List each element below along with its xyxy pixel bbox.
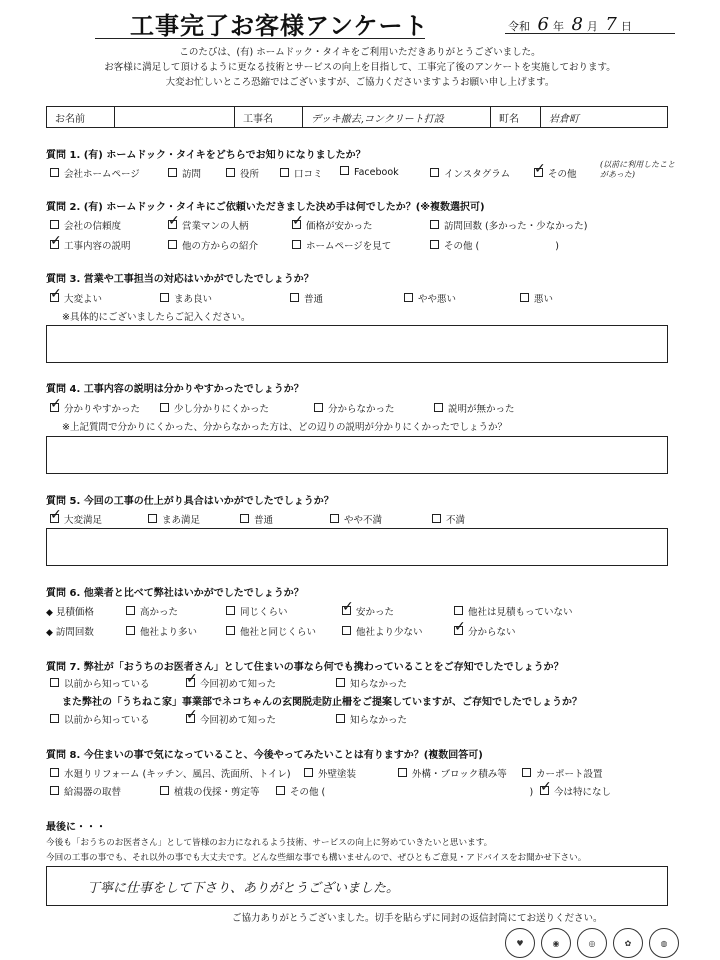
checkbox[interactable] bbox=[336, 714, 345, 723]
checkbox[interactable] bbox=[226, 606, 235, 615]
checkbox[interactable] bbox=[336, 678, 345, 687]
q7-sub-option-did-not-know[interactable]: 知らなかった bbox=[336, 712, 407, 726]
q2-option-explanation[interactable]: ✓工事内容の説明 bbox=[50, 238, 131, 252]
checkbox[interactable] bbox=[454, 606, 463, 615]
survey-title: 工事完了お客様アンケート bbox=[130, 12, 429, 40]
title-underline bbox=[95, 38, 425, 39]
q8-other-close: ) bbox=[520, 787, 534, 798]
checkbox[interactable] bbox=[168, 168, 177, 177]
diamond-bullet-icon: ◆ bbox=[46, 628, 53, 638]
date-year: 6 bbox=[537, 14, 549, 35]
q2-option-website[interactable]: ホームページを見て bbox=[292, 238, 391, 252]
town-value-field[interactable]: 岩倉町 bbox=[549, 113, 579, 125]
q6-visit-label: ◆ 訪問回数 bbox=[46, 627, 94, 638]
checkbox[interactable] bbox=[434, 403, 443, 412]
stamp-icon: ◎ bbox=[577, 928, 607, 958]
date-underline bbox=[505, 33, 675, 34]
q4-option-unclear[interactable]: 分からなかった bbox=[314, 401, 395, 415]
q3-title: 質問 3. 営業や工事担当の対応はいかがでしたでしょうか？ bbox=[46, 274, 314, 285]
date-day: 7 bbox=[605, 14, 617, 35]
q7-sub-option-first-time[interactable]: ✓ 今回初めて知った bbox=[186, 712, 276, 726]
q8-option-water-reform[interactable]: 水廻りリフォーム (キッチン、風呂、洗面所、トイレ) bbox=[50, 766, 291, 780]
q6-price-option-same[interactable]: 同じくらい bbox=[226, 604, 288, 618]
q5-option-very-satisfied[interactable]: ✓大変満足 bbox=[50, 512, 102, 526]
checkbox[interactable] bbox=[280, 168, 289, 177]
checkbox[interactable] bbox=[240, 514, 249, 523]
checkbox[interactable] bbox=[304, 768, 313, 777]
date-year-unit: 年 bbox=[552, 20, 564, 33]
q1-other-text: (以前に利用したことがあった) bbox=[600, 160, 676, 179]
q2-option-low-price[interactable]: ✓ 価格が安かった bbox=[292, 218, 373, 232]
checkbox[interactable] bbox=[404, 293, 413, 302]
checkbox[interactable] bbox=[50, 168, 59, 177]
q3-option-normal[interactable]: 普通 bbox=[290, 291, 323, 305]
checkbox-checked[interactable] bbox=[50, 514, 59, 523]
intro-line-2: お客様に満足して頂けるように更なる技術とサービスの向上を目指して、工事完了後のアンケートを実施しております。 bbox=[104, 62, 616, 73]
diamond-bullet-icon: ◆ bbox=[46, 608, 53, 618]
q6-price-option-no-quote[interactable]: 他社は見積もっていない bbox=[454, 604, 573, 618]
checkbox[interactable] bbox=[126, 626, 135, 635]
checkbox-checked[interactable] bbox=[342, 606, 351, 615]
date-month-unit: 月 bbox=[586, 20, 598, 33]
q5-comment-box[interactable] bbox=[46, 528, 668, 566]
checkbox[interactable] bbox=[290, 293, 299, 302]
q8-option-exterior-block[interactable]: 外構・ブロック積み等 bbox=[398, 766, 507, 780]
q7-option-did-not-know[interactable]: 知らなかった bbox=[336, 676, 407, 690]
work-label: 工事名 bbox=[235, 107, 303, 127]
name-label: お名前 bbox=[47, 107, 115, 127]
town-label: 町名 bbox=[491, 107, 541, 127]
checkbox-checked[interactable] bbox=[534, 168, 543, 177]
q3-comment-box[interactable] bbox=[46, 325, 668, 363]
closing-line-1: 今後も「おうちのお医者さん」として皆様のお力になれるよう技術、サービスの向上に努めていきたいと思います。 bbox=[46, 838, 493, 848]
checkbox-checked[interactable] bbox=[454, 626, 463, 635]
q1-option-other[interactable]: ✓ その他 bbox=[534, 166, 577, 180]
customer-info-box bbox=[46, 106, 668, 128]
q5-option-dissatisfied[interactable]: 不満 bbox=[432, 512, 465, 526]
name-value-field[interactable] bbox=[115, 107, 235, 127]
checkbox-checked[interactable] bbox=[50, 293, 59, 302]
q3-option-very-good[interactable]: ✓大変よい bbox=[50, 291, 102, 305]
date-field bbox=[508, 14, 632, 35]
checkbox-checked[interactable] bbox=[186, 678, 195, 687]
q5-option-fairly-satisfied[interactable]: まあ満足 bbox=[148, 512, 200, 526]
checkbox[interactable] bbox=[342, 626, 351, 635]
stamp-row bbox=[505, 928, 679, 958]
checkbox[interactable] bbox=[160, 403, 169, 412]
q8-option-other[interactable]: その他 ( bbox=[276, 784, 325, 798]
checkbox[interactable] bbox=[340, 166, 349, 175]
closing-thanks: ご協力ありがとうございました。切手を貼らずに同封の返信封筒にてお送りください。 bbox=[232, 913, 603, 924]
checkbox[interactable] bbox=[314, 403, 323, 412]
checkbox-checked[interactable] bbox=[50, 240, 59, 249]
checkbox[interactable] bbox=[430, 240, 439, 249]
q3-option-fairly-good[interactable]: まあ良い bbox=[160, 291, 212, 305]
q1-option-instagram[interactable]: インスタグラム bbox=[430, 166, 510, 180]
checkbox[interactable] bbox=[432, 514, 441, 523]
q5-option-normal[interactable]: 普通 bbox=[240, 512, 273, 526]
q6-price-option-high[interactable]: 高かった bbox=[126, 604, 178, 618]
q4-note: ※上記質問で分かりにくかった、分からなかった方は、どの辺りの説明が分かりにくかったでしょうか？ bbox=[62, 422, 507, 433]
q3-option-somewhat-bad[interactable]: やや悪い bbox=[404, 291, 456, 305]
checkbox[interactable] bbox=[168, 240, 177, 249]
q1-option-city-office[interactable]: 役所 bbox=[226, 166, 259, 180]
q6-visit-option-more[interactable]: 他社より多い bbox=[126, 624, 197, 638]
date-month: 8 bbox=[571, 14, 583, 35]
q4-option-clear[interactable]: ✓分かりやすかった bbox=[50, 401, 140, 415]
q1-option-word-of-mouth[interactable]: 口コミ bbox=[280, 166, 323, 180]
intro-line-1: このたびは、(有) ホームドック・タイキをご利用いただきありがとうございました。 bbox=[179, 47, 541, 58]
checkbox[interactable] bbox=[292, 240, 301, 249]
checkbox[interactable] bbox=[160, 786, 169, 795]
q1-option-visit[interactable]: 訪問 bbox=[168, 166, 201, 180]
checkbox[interactable] bbox=[50, 220, 59, 229]
checkbox[interactable] bbox=[126, 606, 135, 615]
checkbox[interactable] bbox=[226, 168, 235, 177]
checkbox[interactable] bbox=[50, 786, 59, 795]
checkbox[interactable] bbox=[160, 293, 169, 302]
checkbox[interactable] bbox=[520, 293, 529, 302]
checkbox[interactable] bbox=[430, 220, 439, 229]
date-day-unit: 日 bbox=[620, 20, 632, 33]
checkbox[interactable] bbox=[430, 168, 439, 177]
q2-option-other[interactable]: その他 ( ) bbox=[430, 238, 559, 252]
stamp-icon: ◉ bbox=[541, 928, 571, 958]
q2-title: 質問 2. (有) ホームドック・タイキにご依頼いただきました決め手は何でしたか？(※複数選択可) bbox=[46, 202, 485, 213]
checkbox-checked[interactable] bbox=[168, 220, 177, 229]
q5-title: 質問 5. 今回の工事の仕上がり具合はいかがでしたでしょうか？ bbox=[46, 496, 334, 507]
checkbox-checked[interactable] bbox=[540, 786, 549, 795]
q6-visit-option-unknown[interactable]: ✓ 分からない bbox=[454, 624, 516, 638]
checkbox-checked[interactable] bbox=[50, 403, 59, 412]
q7-sub-title: また弊社の「うちねこ家」事業部でネコちゃんの玄関脱走防止柵をご提案していますが、ご存知でしたでしょうか？ bbox=[62, 697, 582, 708]
q4-title: 質問 4. 工事内容の説明は分かりやすかったでしょうか？ bbox=[46, 384, 304, 395]
q7-option-knew[interactable]: 以前から知っている bbox=[50, 676, 150, 690]
q2-option-sales-person[interactable]: ✓ 営業マンの人柄 bbox=[168, 218, 249, 232]
checkbox[interactable] bbox=[276, 786, 285, 795]
stamp-icon: ✿ bbox=[613, 928, 643, 958]
date-era: 令和 bbox=[508, 20, 530, 33]
closing-line-2: 今回の工事の事でも、それ以外の事でも大丈夫です。どんな些細な事でも構いませんので、ぜひともご意見・アドバイスをお聞かせ下さい。 bbox=[46, 853, 587, 863]
q6-visit-option-same[interactable]: 他社と同じくらい bbox=[226, 624, 316, 638]
q8-title: 質問 8. 今住まいの事で気になっていること、今後やってみたいことは有りますか？(複数回答可) bbox=[46, 750, 483, 761]
q2-option-visit-count[interactable]: 訪問回数 (多かった・少なかった) bbox=[430, 218, 587, 232]
q1-option-homepage[interactable]: 会社ホームページ bbox=[50, 166, 140, 180]
q2-option-referral[interactable]: 他の方からの紹介 bbox=[168, 238, 258, 252]
closing-comment-text: 丁寧に仕事をして下さり、ありがとうございました。 bbox=[87, 881, 400, 896]
q4-option-slightly-unclear[interactable]: 少し分かりにくかった bbox=[160, 401, 269, 415]
q1-title: 質問 1. (有) ホームドック・タイキをどちらでお知りになりましたか？ bbox=[46, 150, 366, 161]
intro-line-3: 大変お忙しいところ恐縮ではございますが、ご協力くださいますようお願い申し上げます。 bbox=[165, 77, 555, 88]
checkbox[interactable] bbox=[398, 768, 407, 777]
q1-option-facebook[interactable]: Facebook bbox=[340, 166, 399, 178]
q7-sub-option-knew[interactable]: 以前から知っている bbox=[50, 712, 150, 726]
q8-option-water-heater[interactable]: 給湯器の取替 bbox=[50, 784, 121, 798]
q3-option-bad[interactable]: 悪い bbox=[520, 291, 553, 305]
closing-title: 最後に・・・ bbox=[46, 822, 106, 833]
checkbox-checked[interactable] bbox=[292, 220, 301, 229]
checkbox[interactable] bbox=[50, 714, 59, 723]
q6-visit-option-fewer[interactable]: 他社より少ない bbox=[342, 624, 423, 638]
q7-option-first-time[interactable]: ✓ 今回初めて知った bbox=[186, 676, 276, 690]
q7-title: 質問 7. 弊社が「おうちのお医者さん」として住まいの事なら何でも携わっていることをご存知でしたでしょうか？ bbox=[46, 662, 564, 673]
q6-title: 質問 6. 他業者と比べて弊社はいかがでしたでしょうか？ bbox=[46, 588, 304, 599]
q4-comment-box[interactable] bbox=[46, 436, 668, 474]
checkbox[interactable] bbox=[522, 768, 531, 777]
stamp-icon: ◍ bbox=[649, 928, 679, 958]
q8-option-pruning[interactable]: 植栽の伐採・剪定等 bbox=[160, 784, 260, 798]
checkbox-checked[interactable] bbox=[186, 714, 195, 723]
q8-option-exterior-paint[interactable]: 外壁塗装 bbox=[304, 766, 356, 780]
closing-comment-box[interactable] bbox=[46, 866, 668, 906]
work-value-field[interactable]: デッキ撤去,コンクリート打設 bbox=[303, 107, 491, 127]
checkbox[interactable] bbox=[50, 768, 59, 777]
q8-option-carport[interactable]: カーポート設置 bbox=[522, 766, 603, 780]
q3-note: ※具体的にございましたらご記入ください。 bbox=[62, 312, 251, 323]
checkbox[interactable] bbox=[330, 514, 339, 523]
checkbox[interactable] bbox=[226, 626, 235, 635]
q6-price-label: ◆ 見積価格 bbox=[46, 607, 94, 618]
q8-option-nothing[interactable]: ✓ 今は特になし bbox=[540, 784, 611, 798]
checkbox[interactable] bbox=[50, 678, 59, 687]
checkbox[interactable] bbox=[148, 514, 157, 523]
q4-option-no-explanation[interactable]: 説明が無かった bbox=[434, 401, 515, 415]
stamp-icon: ♥ bbox=[505, 928, 535, 958]
q2-option-reliability[interactable]: 会社の信頼度 bbox=[50, 218, 121, 232]
q5-option-somewhat-dissatisfied[interactable]: やや不満 bbox=[330, 512, 382, 526]
q6-price-option-cheap[interactable]: ✓ 安かった bbox=[342, 604, 394, 618]
